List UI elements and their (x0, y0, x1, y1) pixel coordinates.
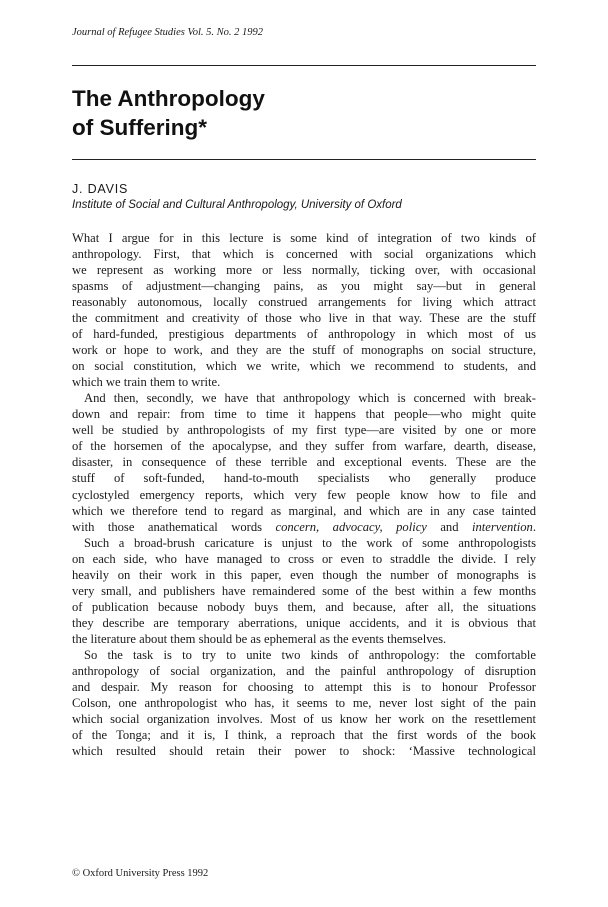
text-line: cyclostyled emergency reports, which very few people know how to file and (72, 487, 536, 502)
text-line: on social constitution, which we write, which we recommend to students, and (72, 359, 536, 374)
text-line: Colson, one anthropologist who has, it seems to me, never lost sight of the pain (72, 695, 536, 710)
text-line: work or hope to work, and they are the stuff of monographs on social structure, (72, 343, 536, 358)
text-line: So the task is to try to unite two kinds of anthropology: the comfortable (84, 647, 536, 662)
text-line: down and repair: from time to time it happens that people—who might quite (72, 407, 536, 422)
text-line: What I argue for in this lecture is some kind of integration of two kinds of (72, 231, 536, 245)
article-title (72, 84, 265, 142)
text-line: Such a broad-brush caricature is unjust to the work of some anthropologists (84, 535, 536, 550)
paragraph-3 (72, 535, 536, 647)
text-line: reasonably autonomous, locally construed arrangements for living which attract (72, 295, 536, 310)
title-line-1: The Anthropology (72, 86, 265, 111)
text-line: on each side, who have managed to cross or even to straddle the divide. I rely (72, 551, 536, 566)
top-rule (72, 65, 536, 66)
text-line: which resulted should retain their power to shock: ‘Massive technological (72, 744, 536, 758)
paragraph-2 (72, 390, 536, 534)
text-run: . (532, 519, 536, 534)
text-line: anthropology of social organization, and the painful anthropology of disruption (72, 663, 536, 678)
journal-header: Journal of Refugee Studies Vol. 5. No. 2 1992 (72, 27, 264, 38)
article-body (72, 230, 536, 759)
text-line: of the horsemen of the apocalypse, and they suffer from warfare, dearth, disease, (72, 439, 536, 454)
text-line: disaster, in consequence of these terrible and exceptional events. These are the (72, 455, 536, 470)
italic-term: intervention (471, 519, 533, 534)
author-affiliation: Institute of Social and Cultural Anthropology, University of Oxford (72, 199, 402, 211)
text-line: And then, secondly, we have that anthropology which is concerned with break- (84, 391, 536, 406)
paragraph-1 (72, 230, 536, 390)
text-line: spasms of adjustment—changing pains, as you might say—but in general (72, 279, 536, 294)
text-line: of the Tonga; and it is, I think, a reproach that the first words of the book (72, 727, 536, 742)
title-rule (72, 159, 536, 160)
text-line: the commitment and creativity of those who live in that way. These are the stuff (72, 311, 536, 326)
text-line: and despair. My reason for choosing to attempt this is to honour Professor (72, 679, 536, 694)
text-line: heavily on their work in this paper, even though the number of monographs is (72, 567, 536, 582)
text-run: and (426, 519, 472, 534)
author-name: J. DAVIS (72, 182, 129, 196)
paragraph-4 (72, 647, 536, 759)
text-line: of hard-funded, prestigious departments of anthropology in which most of us (72, 327, 536, 342)
italic-terms: concern, advocacy, policy (275, 519, 427, 534)
text-line: well be studied by anthropologists of my first type—are visited by one or more (72, 423, 536, 438)
text-line: we represent as working more or less normally, ticking over, with occasional (72, 263, 536, 278)
title-line-2: of Suffering* (72, 115, 207, 140)
text-line: the literature about them should be as ephemeral as the events themselves. (72, 631, 447, 646)
text-line: which social organization involves. Most of us know her work on the resettlement (72, 711, 536, 726)
text-line: which we therefore tend to regard as marginal, and which are in any case tainted (72, 503, 536, 518)
text-line: anthropology. First, that which is concerned with social organizations which (72, 247, 536, 262)
text-line: very small, and publishers have remaindered some of the best within a few months (72, 583, 536, 598)
text-line: stuff of soft-funded, hand-to-mouth specialists who generally produce (72, 471, 536, 486)
text-line: which we train them to write. (72, 375, 221, 390)
text-line (72, 519, 536, 535)
text-line: of publication because nobody buys them, and because, after all, the situations (72, 599, 536, 614)
text-line: they describe are temporary aberrations, unique accidents, and it is obvious that (72, 615, 536, 630)
copyright-notice: © Oxford University Press 1992 (72, 868, 209, 879)
text-run: with those anathematical words (72, 519, 276, 534)
